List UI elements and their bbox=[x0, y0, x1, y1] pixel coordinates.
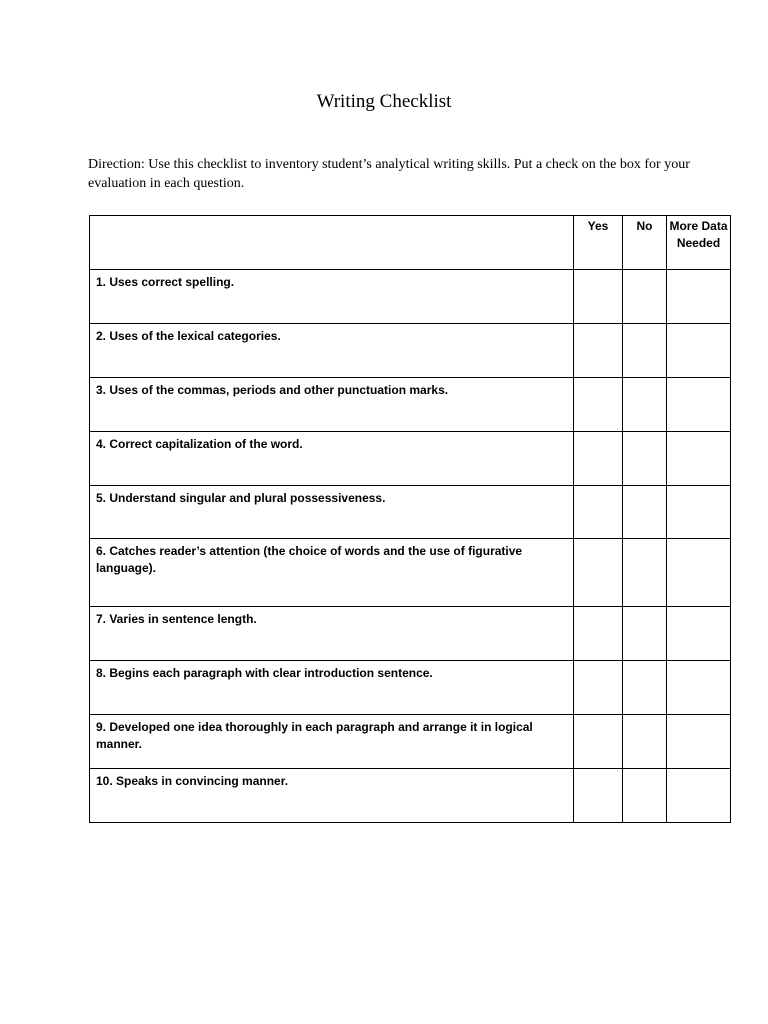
checklist-row bbox=[90, 270, 731, 324]
check-box-no[interactable] bbox=[623, 378, 667, 432]
check-box-no[interactable] bbox=[623, 769, 667, 823]
checklist-table bbox=[89, 215, 731, 823]
checklist-item-text: 2. Uses of the lexical categories. bbox=[90, 324, 574, 378]
direction-text: Direction: Use this checklist to inventory student’s analytical writing skills. Put a check on the box for your evaluation in each question. bbox=[88, 157, 690, 191]
check-box-more-data-needed[interactable] bbox=[667, 324, 731, 378]
check-box-no[interactable] bbox=[623, 432, 667, 486]
header-row bbox=[90, 216, 731, 270]
checklist-row bbox=[90, 324, 731, 378]
checklist-row bbox=[90, 607, 731, 661]
checklist-item-text: 9. Developed one idea thoroughly in each paragraph and arrange it in logical manner. bbox=[90, 715, 574, 769]
checklist-row bbox=[90, 378, 731, 432]
checklist-row bbox=[90, 769, 731, 823]
checklist-row bbox=[90, 715, 731, 769]
checklist-row bbox=[90, 432, 731, 486]
check-box-more-data-needed[interactable] bbox=[667, 539, 731, 607]
check-box-yes[interactable] bbox=[574, 769, 623, 823]
check-box-more-data-needed[interactable] bbox=[667, 607, 731, 661]
check-box-more-data-needed[interactable] bbox=[667, 661, 731, 715]
check-box-yes[interactable] bbox=[574, 661, 623, 715]
checklist-item-text: 3. Uses of the commas, periods and other punctuation marks. bbox=[90, 378, 574, 432]
check-box-yes[interactable] bbox=[574, 715, 623, 769]
check-box-yes[interactable] bbox=[574, 270, 623, 324]
check-box-no[interactable] bbox=[623, 324, 667, 378]
checklist-rows bbox=[90, 270, 731, 823]
check-box-more-data-needed[interactable] bbox=[667, 270, 731, 324]
check-box-no[interactable] bbox=[623, 539, 667, 607]
check-box-yes[interactable] bbox=[574, 539, 623, 607]
checklist-item-text: 1. Uses correct spelling. bbox=[90, 270, 574, 324]
checklist-item-text: 5. Understand singular and plural possessiveness. bbox=[90, 486, 574, 539]
header-item bbox=[90, 216, 574, 270]
header-more-data-needed: More Data Needed bbox=[667, 216, 731, 270]
check-box-no[interactable] bbox=[623, 715, 667, 769]
check-box-no[interactable] bbox=[623, 486, 667, 539]
check-box-more-data-needed[interactable] bbox=[667, 432, 731, 486]
check-box-yes[interactable] bbox=[574, 607, 623, 661]
checklist-item-text: 7. Varies in sentence length. bbox=[90, 607, 574, 661]
check-box-more-data-needed[interactable] bbox=[667, 769, 731, 823]
check-box-yes[interactable] bbox=[574, 432, 623, 486]
check-box-more-data-needed[interactable] bbox=[667, 486, 731, 539]
check-box-more-data-needed[interactable] bbox=[667, 378, 731, 432]
check-box-yes[interactable] bbox=[574, 324, 623, 378]
check-box-no[interactable] bbox=[623, 661, 667, 715]
checklist-item-text: 6. Catches reader’s attention (the choice of words and the use of figurative language). bbox=[90, 539, 574, 607]
check-box-more-data-needed[interactable] bbox=[667, 715, 731, 769]
check-box-no[interactable] bbox=[623, 607, 667, 661]
checklist-item-text: 4. Correct capitalization of the word. bbox=[90, 432, 574, 486]
checklist-item-text: 8. Begins each paragraph with clear introduction sentence. bbox=[90, 661, 574, 715]
checklist-row bbox=[90, 661, 731, 715]
header-yes: Yes bbox=[574, 216, 623, 270]
header-no: No bbox=[623, 216, 667, 270]
document-title: Writing Checklist bbox=[316, 91, 452, 112]
check-box-yes[interactable] bbox=[574, 486, 623, 539]
check-box-no[interactable] bbox=[623, 270, 667, 324]
check-box-yes[interactable] bbox=[574, 378, 623, 432]
checklist-item-text: 10. Speaks in convincing manner. bbox=[90, 769, 574, 823]
checklist-row bbox=[90, 539, 731, 607]
checklist-row bbox=[90, 486, 731, 539]
